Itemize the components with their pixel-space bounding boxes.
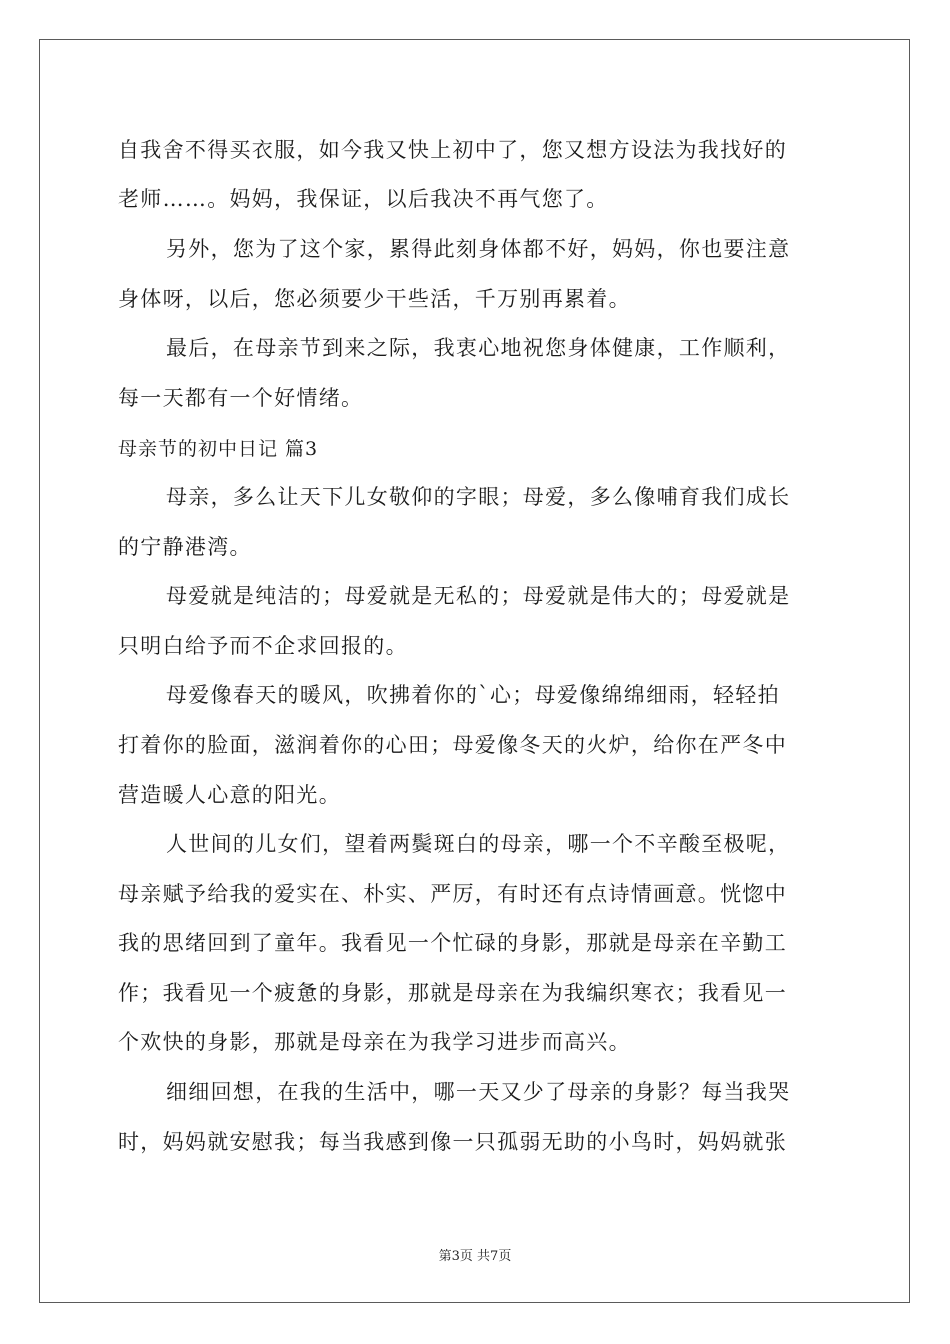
text-line: 只明白给予而不企求回报的。 [118,634,408,658]
text-line: 打着你的脸面，滋润着你的心田；母爱像冬天的火炉，给你在严冬中 [118,733,787,757]
text-line: 时，妈妈就安慰我；每当我感到像一只孤弱无助的小鸟时，妈妈就张 [118,1130,787,1154]
text-line: 我的思绪回到了童年。我看见一个忙碌的身影，那就是母亲在辛勤工 [118,931,787,955]
section-heading: 母亲节的初中日记 篇3 [118,438,319,460]
text-line: 母爱像春天的暖风，吹拂着你的`心；母爱像绵绵细雨，轻轻拍 [166,683,780,707]
text-line: 母亲，多么让天下儿女敬仰的字眼；母爱，多么像哺育我们成长 [166,485,791,509]
text-line: 个欢快的身影，那就是母亲在为我学习进步而高兴。 [118,1030,631,1054]
text-line: 细细回想，在我的生活中，哪一天又少了母亲的身影？每当我哭 [166,1080,791,1104]
text-line: 母亲赋予给我的爱实在、朴实、严厉，有时还有点诗情画意。恍惚中 [118,882,787,906]
text-line: 每一天都有一个好情绪。 [118,386,364,410]
text-line: 作；我看见一个疲惫的身影，那就是母亲在为我编织寒衣；我看见一 [118,981,787,1005]
text-line: 自我舍不得买衣服，如今我又快上初中了，您又想方设法为我找好的 [118,138,787,162]
page-number: 第3页 共7页 [438,1249,512,1264]
text-line: 母爱就是纯洁的；母爱就是无私的；母爱就是伟大的；母爱就是 [166,584,791,608]
text-line: 的宁静港湾。 [118,535,252,559]
page-border [39,39,910,1303]
text-line: 最后，在母亲节到来之际，我衷心地祝您身体健康，工作顺利， [166,336,791,360]
text-line: 营造暖人心意的阳光。 [118,783,341,807]
text-line: 人世间的儿女们，望着两鬓斑白的母亲，哪一个不辛酸至极呢， [166,832,791,856]
text-line: 身体呀，以后，您必须要少干些活，千万别再累着。 [118,287,631,311]
text-line: 另外，您为了这个家，累得此刻身体都不好，妈妈，你也要注意 [166,237,791,261]
text-line: 老师……。妈妈，我保证，以后我决不再气您了。 [118,187,609,211]
